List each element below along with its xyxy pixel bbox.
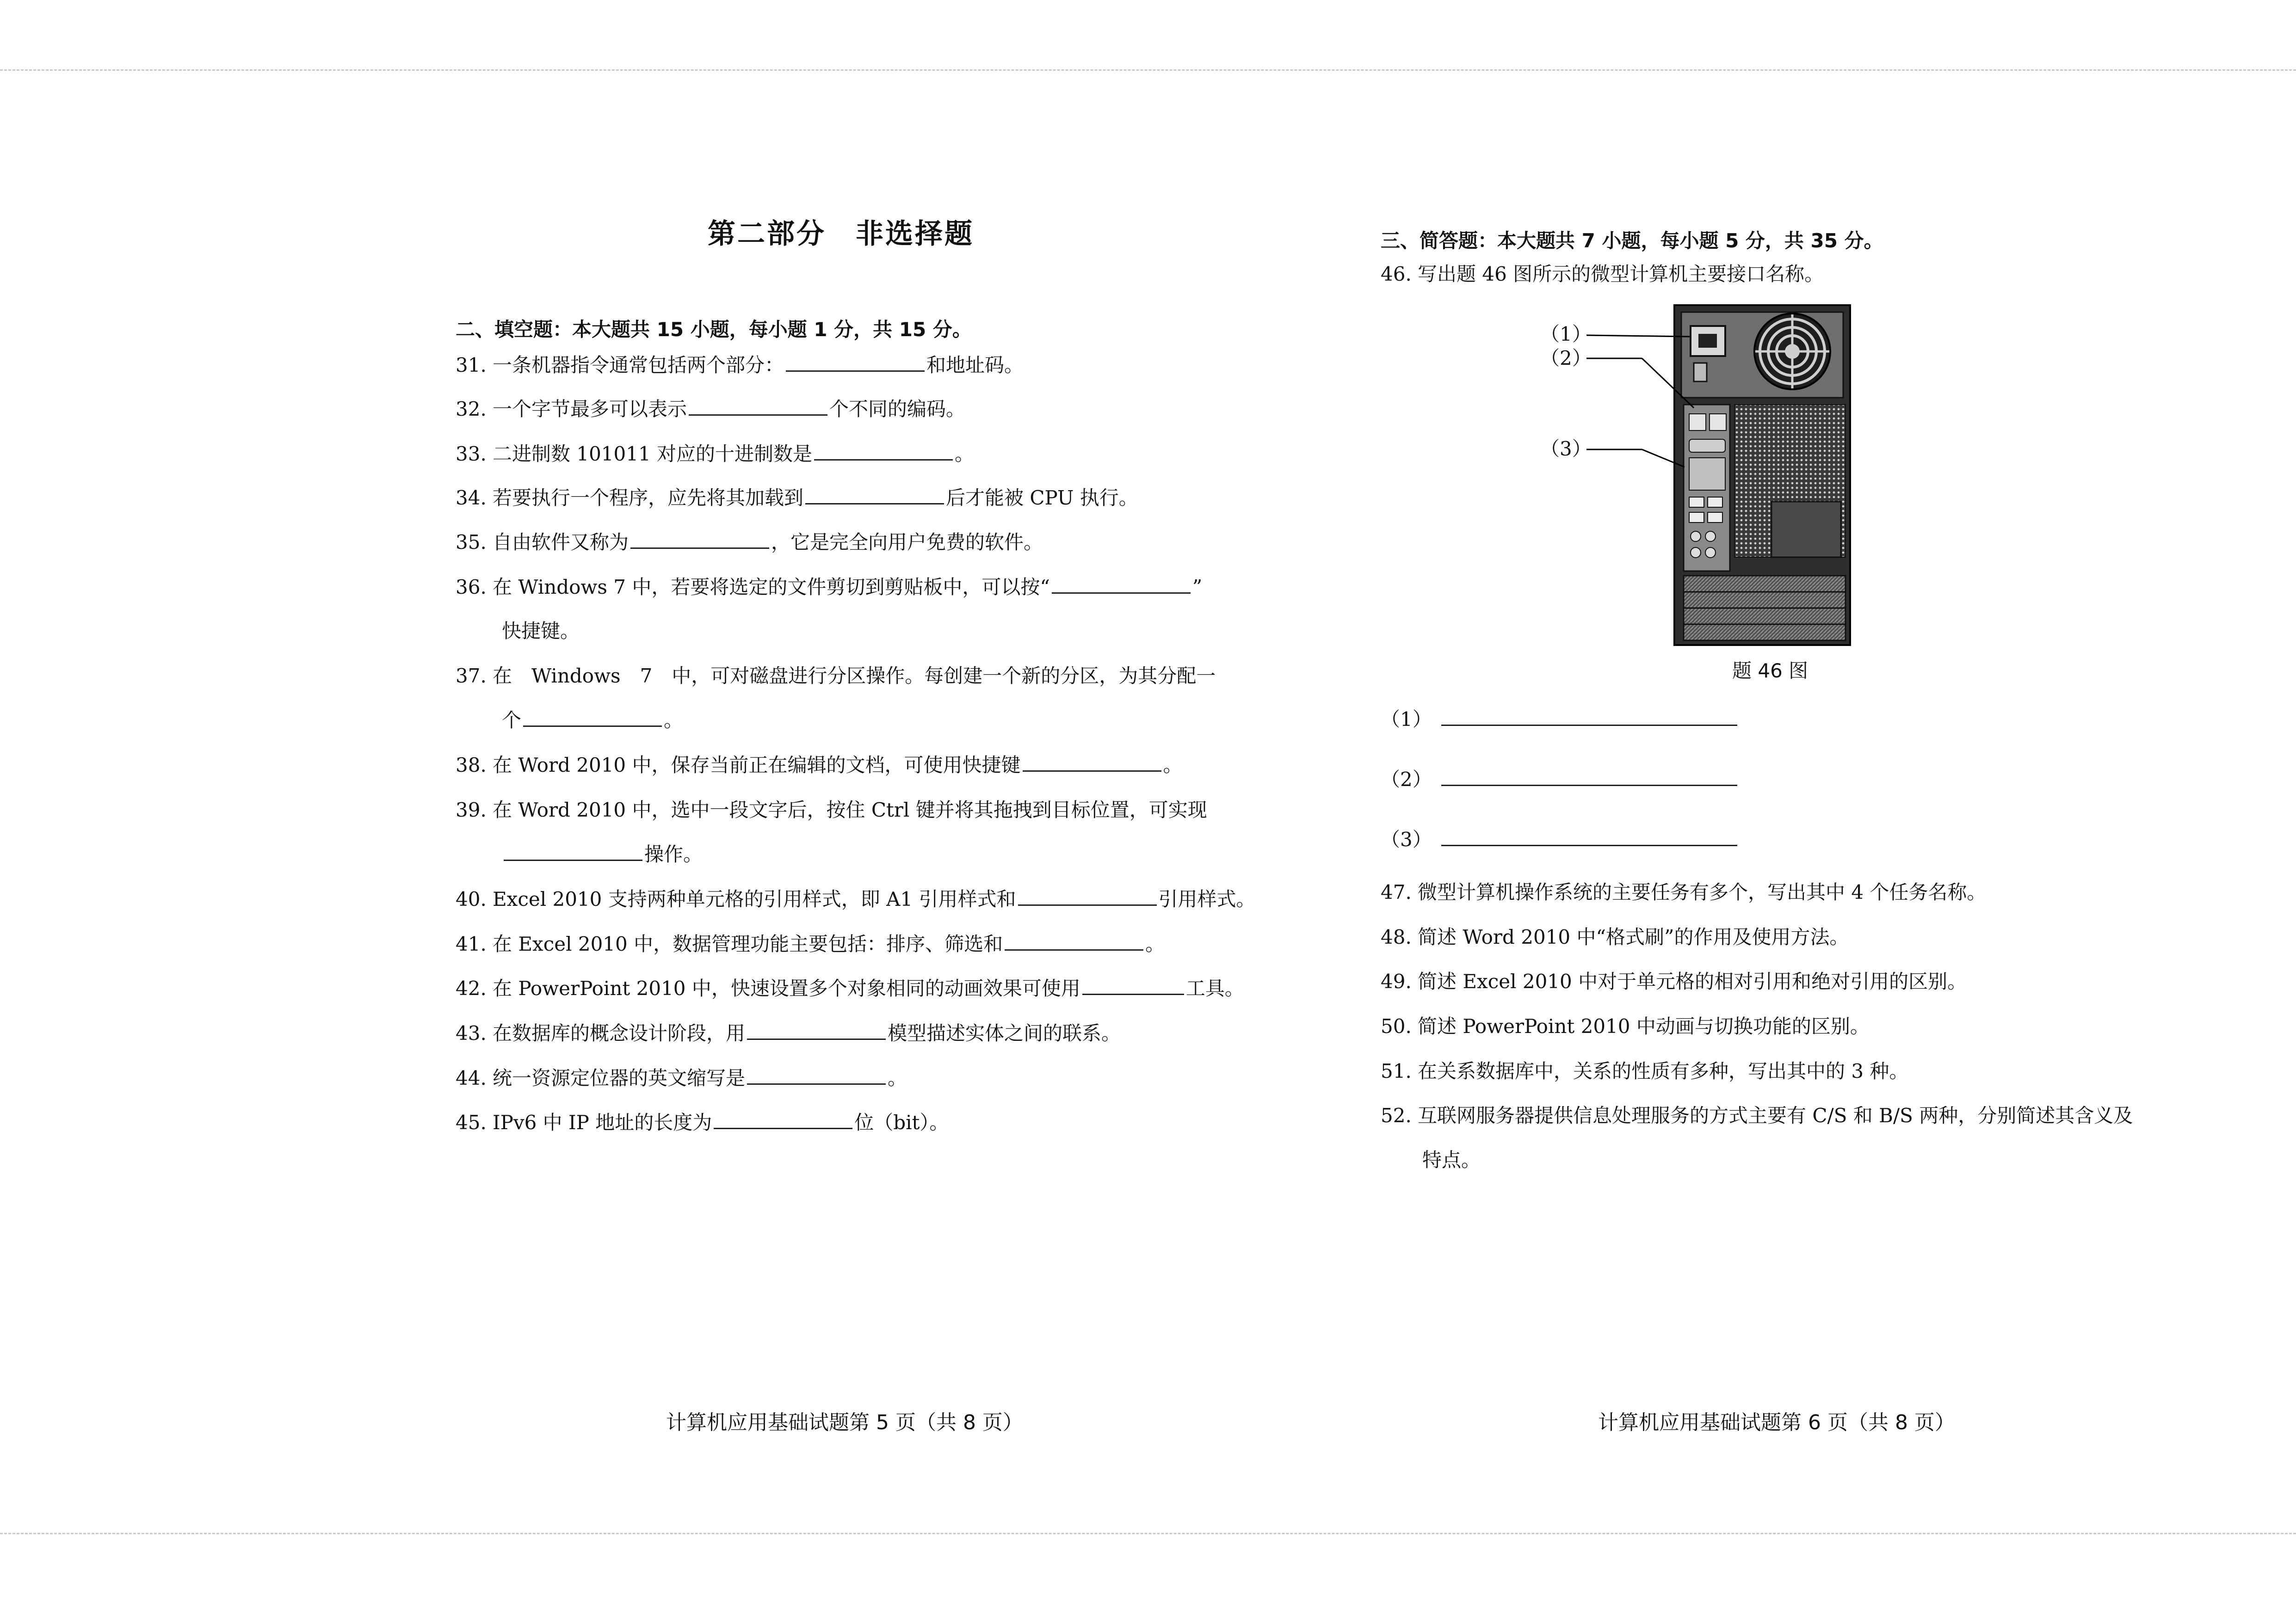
answer-blank[interactable] <box>523 710 662 727</box>
answer-field-2[interactable] <box>1441 771 1737 786</box>
question-39-cont: 操作。 <box>502 843 703 866</box>
question-35: 35. 自由软件又称为 ，它是完全向用户免费的软件。 <box>456 531 1043 553</box>
answer-blank[interactable] <box>1052 577 1191 594</box>
question-40: 40. Excel 2010 支持两种单元格的引用样式，即 A1 引用样式和 引用样式。 <box>456 888 1256 910</box>
question-49: 49. 简述 Excel 2010 中对于单元格的相对引用和绝对引用的区别。 <box>1381 970 1967 993</box>
question-38: 38. 在 Word 2010 中，保存当前正在编辑的文档，可使用快捷键 。 <box>456 754 1183 776</box>
question-52-cont: 特点。 <box>1422 1149 1481 1171</box>
question-34: 34. 若要执行一个程序，应先将其加载到 后才能被 CPU 执行。 <box>456 486 1138 509</box>
answer-blank[interactable] <box>805 487 944 504</box>
left-page-footer: 计算机应用基础试题第 5 页（共 8 页） <box>666 1411 1023 1434</box>
question-46: 46. 写出题 46 图所示的微型计算机主要接口名称。 <box>1381 263 1824 285</box>
answer-blank[interactable] <box>1023 755 1161 772</box>
question-50: 50. 简述 PowerPoint 2010 中动画与切换功能的区别。 <box>1381 1015 1870 1038</box>
figure-caption: 题 46 图 <box>1732 659 1808 682</box>
question-52: 52. 互联网服务器提供信息处理服务的方式主要有 C/S 和 B/S 两种，分别简述其含义及 <box>1381 1104 2133 1127</box>
question-39: 39. 在 Word 2010 中，选中一段文字后，按住 Ctrl 键并将其拖拽到目标位置，可实现 <box>456 799 1207 821</box>
answer-blank[interactable] <box>630 532 769 549</box>
question-37: 37. 在 Windows 7 中，可对磁盘进行分区操作。每创建一个新的分区，为其分配一 <box>456 664 1216 687</box>
answer-blank[interactable] <box>747 1068 886 1085</box>
answer-blank[interactable] <box>786 355 925 372</box>
question-43: 43. 在数据库的概念设计阶段，用 模型描述实体之间的联系。 <box>456 1022 1121 1045</box>
question-51: 51. 在关系数据库中，关系的性质有多种，写出其中的 3 种。 <box>1381 1060 1909 1082</box>
question-48: 48. 简述 Word 2010 中“格式刷”的作用及使用方法。 <box>1381 926 1849 948</box>
question-42: 42. 在 PowerPoint 2010 中，快速设置多个对象相同的动画效果可使用 工具。 <box>456 977 1244 1000</box>
question-33: 33. 二进制数 101011 对应的十进制数是 。 <box>456 443 975 465</box>
computer-rear-panel-figure <box>1540 301 1873 652</box>
section2-heading: 二、填空题：本大题共 15 小题，每小题 1 分，共 15 分。 <box>456 318 972 341</box>
answer-blank[interactable] <box>714 1112 852 1129</box>
figure-label-3: （3） <box>1540 437 1592 460</box>
question-36: 36. 在 Windows 7 中，若要将选定的文件剪切到剪贴板中，可以按“ ” <box>456 576 1203 598</box>
question-44: 44. 统一资源定位器的英文缩写是 。 <box>456 1067 907 1089</box>
section3-heading: 三、简答题：本大题共 7 小题，每小题 5 分，共 35 分。 <box>1381 229 1883 252</box>
question-36-cont: 快捷键。 <box>502 620 580 642</box>
answer-blank[interactable] <box>814 443 953 461</box>
answer-line-1: （1） <box>1381 704 1737 732</box>
question-45: 45. IPv6 中 IP 地址的长度为 位（bit）。 <box>456 1111 949 1134</box>
answer-blank[interactable] <box>689 399 827 416</box>
answer-blank[interactable] <box>1082 978 1184 995</box>
answer-line-2: （2） <box>1381 764 1737 792</box>
answer-line-3: （3） <box>1381 824 1737 852</box>
question-47: 47. 微型计算机操作系统的主要任务有多个，写出其中 4 个任务名称。 <box>1381 881 1987 904</box>
question-41: 41. 在 Excel 2010 中，数据管理功能主要包括：排序、筛选和 。 <box>456 933 1165 955</box>
answer-field-1[interactable] <box>1441 711 1737 726</box>
question-37-cont: 个 。 <box>502 709 684 732</box>
figure-label-1: （1） <box>1540 323 1592 345</box>
answer-blank[interactable] <box>747 1023 886 1040</box>
answer-blank[interactable] <box>504 844 642 861</box>
answer-blank[interactable] <box>1005 934 1143 951</box>
question-31: 31. 一条机器指令通常包括两个部分： 和地址码。 <box>456 354 1024 376</box>
question-32: 32. 一个字节最多可以表示 个不同的编码。 <box>456 398 966 420</box>
answer-field-3[interactable] <box>1441 831 1737 846</box>
computer-rear-panel-illustration <box>1549 301 1873 652</box>
answer-blank[interactable] <box>1018 889 1157 906</box>
figure-label-2: （2） <box>1540 347 1592 369</box>
right-page-footer: 计算机应用基础试题第 6 页（共 8 页） <box>1598 1411 1955 1434</box>
part-title: 第二部分 非选择题 <box>708 218 974 250</box>
